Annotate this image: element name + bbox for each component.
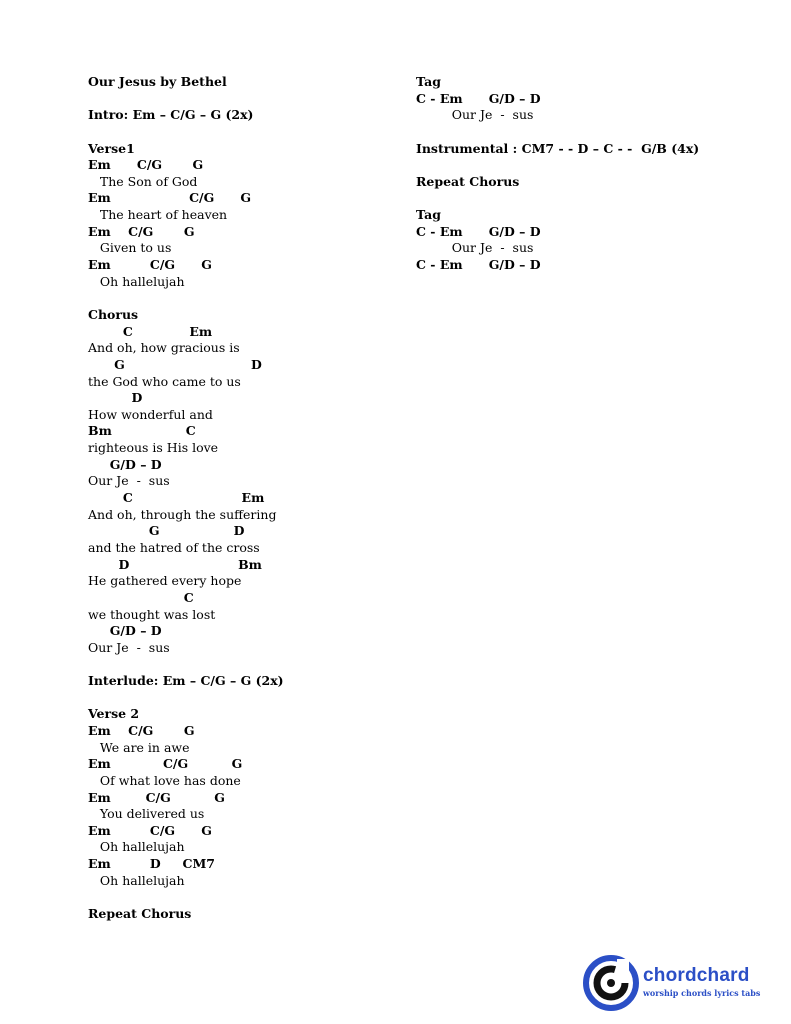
right-column <box>416 74 756 274</box>
lyric-line: Of what love has done <box>88 772 241 788</box>
chord-or-heading-line: G/D – D <box>88 623 162 639</box>
chord-or-heading-line: Repeat Chorus <box>88 906 192 922</box>
lyric-line: Our Je - sus <box>416 240 534 256</box>
chord-or-heading-line: Chorus <box>88 306 139 322</box>
chord-or-heading-line: C <box>88 589 194 605</box>
blank-line <box>88 889 408 906</box>
chordchard-logo-icon <box>583 955 639 1011</box>
lyric-line: Given to us <box>88 240 172 256</box>
blank-line <box>416 157 756 174</box>
logo-name: chordchard <box>643 965 750 986</box>
chord-or-heading-line: G/D – D <box>88 456 162 472</box>
blank-line <box>88 124 408 141</box>
blank-line <box>416 190 756 207</box>
blank-line <box>416 124 756 141</box>
lyric-line: righteous is His love <box>88 440 219 456</box>
blank-line <box>88 690 408 707</box>
left-column <box>88 74 408 923</box>
lyric-line: And oh, through the suffering <box>88 506 277 522</box>
lyric-line: You delivered us <box>88 806 205 822</box>
lyric-line: He gathered every hope <box>88 573 242 589</box>
chord-or-heading-line: Bm C <box>88 423 196 439</box>
lyric-line: Our Je - sus <box>88 473 170 489</box>
chord-or-heading-line: C - Em G/D – D <box>416 90 541 106</box>
chord-or-heading-line: Em C/G G <box>88 223 195 239</box>
chordchard-logo[interactable] <box>583 955 773 1011</box>
chord-or-heading-line: Em C/G G <box>88 722 195 738</box>
lyric-line: We are in awe <box>88 739 190 755</box>
chord-or-heading-line: Our Jesus by Bethel <box>88 74 227 89</box>
blank-line <box>88 290 408 307</box>
logo-tagline: worship chords lyrics tabs <box>643 988 761 998</box>
lyric-line: Oh hallelujah <box>88 872 185 888</box>
blank-line <box>88 656 408 673</box>
chord-or-heading-line: C Em <box>88 323 213 339</box>
chord-or-heading-line: Em C/G G <box>88 257 212 273</box>
lyric-line: the God who came to us <box>88 373 241 389</box>
lyric-line: Our Je - sus <box>88 639 170 655</box>
chord-or-heading-line: C - Em G/D – D <box>416 223 541 239</box>
chord-or-heading-line: Tag <box>416 74 441 89</box>
chord-or-heading-line: D Bm <box>88 556 262 572</box>
lyric-line: Our Je - sus <box>416 107 534 123</box>
chord-or-heading-line: G D <box>88 523 245 539</box>
chord-or-heading-line: D <box>88 390 143 406</box>
lyric-line: The Son of God <box>88 173 198 189</box>
lyric-line: Oh hallelujah <box>88 273 185 289</box>
chord-or-heading-line: G D <box>88 356 262 372</box>
chord-or-heading-line: Em C/G G <box>88 789 225 805</box>
lyric-line: And oh, how gracious is <box>88 340 240 356</box>
chord-or-heading-line: Intro: Em – C/G – G (2x) <box>88 107 254 123</box>
chord-or-heading-line: C - Em G/D – D <box>416 257 541 273</box>
chord-or-heading-line: Tag <box>416 207 441 223</box>
chord-or-heading-line: Em C/G G <box>88 157 204 173</box>
chord-or-heading-line: Verse1 <box>88 140 135 156</box>
chord-or-heading-line: Repeat Chorus <box>416 173 520 189</box>
lyric-line: How wonderful and <box>88 406 213 422</box>
chord-or-heading-line: Em C/G G <box>88 822 212 838</box>
lyric-line: and the hatred of the cross <box>88 539 260 555</box>
chord-or-heading-line: Em C/G G <box>88 190 252 206</box>
blank-line <box>88 91 408 108</box>
chord-or-heading-line: Interlude: Em – C/G – G (2x) <box>88 673 284 689</box>
lyric-line: The heart of heaven <box>88 207 228 223</box>
chord-or-heading-line: Em C/G G <box>88 756 243 772</box>
lyric-line: we thought was lost <box>88 606 216 622</box>
chord-or-heading-line: Instrumental : CM7 - - D – C - - G/B (4x) <box>416 140 700 156</box>
chord-or-heading-line: Verse 2 <box>88 706 140 722</box>
chord-or-heading-line: Em D CM7 <box>88 856 216 872</box>
lyric-line: Oh hallelujah <box>88 839 185 855</box>
chord-or-heading-line: C Em <box>88 490 265 506</box>
